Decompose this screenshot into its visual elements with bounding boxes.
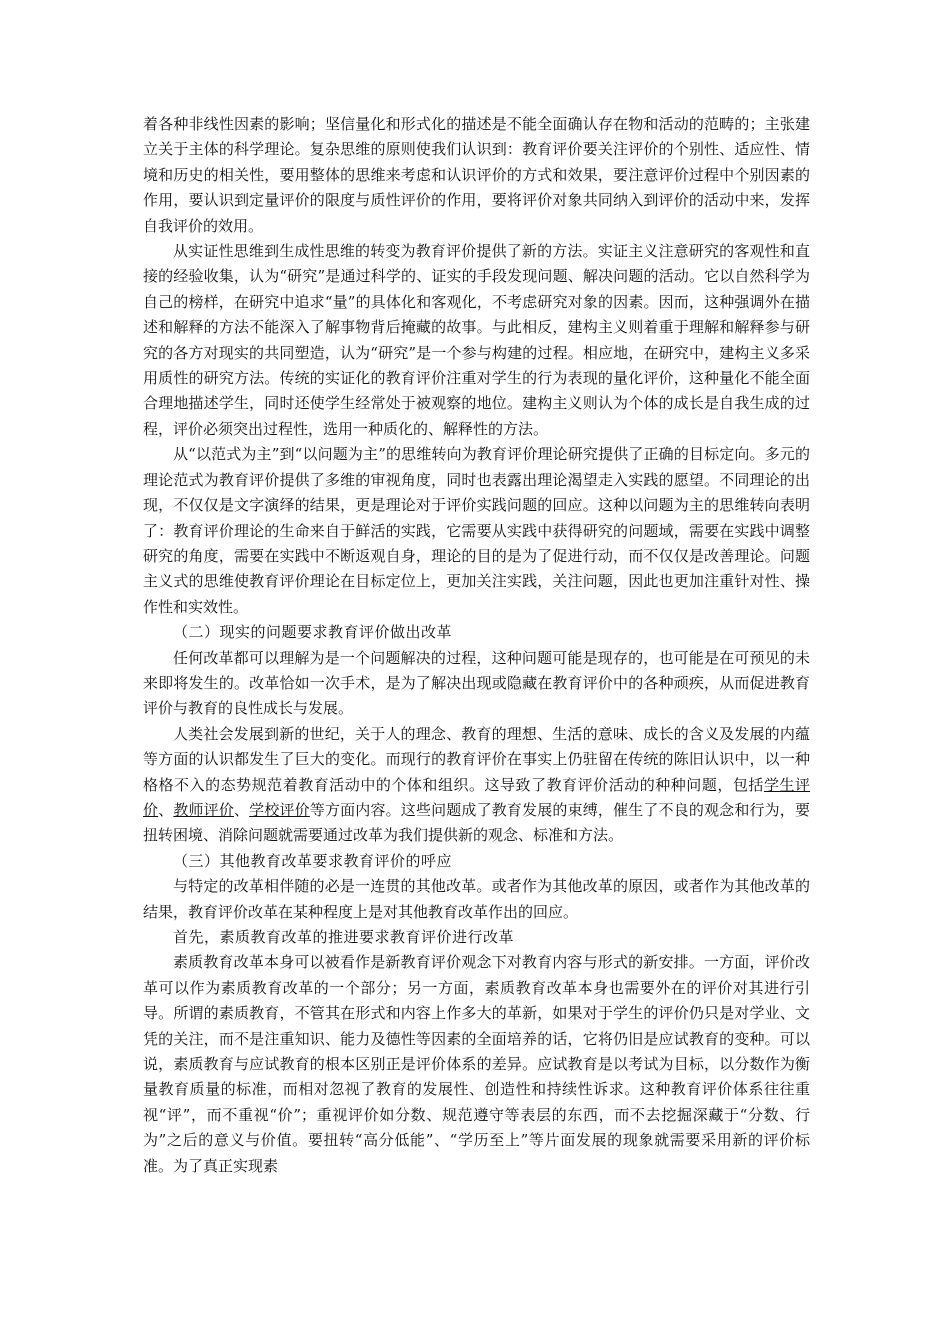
text-segment: 人类社会发展到新的世纪，关于人的理念、教育的理想、生活的意味、成长的含义及发展的内蕴等方面的认识都发生了巨大的变化。而现行的教育评价在事实上仍驻留在传统的陈旧认识中，以一种格格不入的态势规范着教育活动中的个体和组织。这导致了教育评价活动的种种问题，包括: [143, 724, 810, 794]
section-heading-3: （三）其他教育改革要求教育评价的呼应: [173, 851, 453, 870]
separator: 、: [234, 800, 250, 819]
document-page: [143, 112, 810, 1179]
text-segment: 等方面内容。这些问题成了教育发展的束缚，催生了不良的观念和行为，要扭转困境、消除问题就需要通过改革为我们提供新的观念、标准和方法。: [143, 800, 810, 845]
subheading-quality-education: 首先，素质教育改革的推进要求教育评价进行改革: [173, 928, 515, 946]
link-school-evaluation[interactable]: 学校评价: [249, 800, 310, 819]
paragraph-accompanying-reform: 与特定的改革相伴随的必是一连贯的其他改革。或者作为其他改革的原因，或者作为其他改革的结果，教育评价改革在某种程度上是对其他教育改革作出的回应。: [143, 877, 810, 921]
link-student-evaluation[interactable]: 学生评价: [143, 775, 810, 819]
paragraph-reform-problem: 任何改革都可以理解为是一个问题解决的过程，这种问题可能是现存的，也可能是在可预见的未来即将发生的。改革恰如一次手术，是为了解决出现或隐藏在教育评价中的各种顽疾，从而促进教育评价与教育的良性成长与发展。: [143, 648, 810, 718]
separator: 、: [158, 800, 174, 819]
paragraph-new-century: [143, 722, 810, 849]
paragraph-continuation: 着各种非线性因素的影响；坚信量化和形式化的描述是不能全面确认存在物和活动的范畴的；主张建立关于主体的科学理论。复杂思维的原则使我们认识到：教育评价要关注评价的个别性、适应性、情境和历史的相关性，要用整体的思维来考虑和认识评价的方式和效果，要注意评价过程中个别因素的作用，要认识到定量评价的限度与质性评价的作用，要将评价对象共同纳入到评价的活动中来，发挥自我评价的效用。: [143, 115, 810, 235]
section-heading-2: （二）现实的问题要求教育评价做出改革: [173, 623, 453, 642]
paragraph-generative-thinking: 从实证性思维到生成性思维的转变为教育评价提供了新的方法。实证主义注意研究的客观性和直接的经验收集，认为“研究”是通过科学的、证实的手段发现问题、解决问题的活动。它以自然科学为自己的榜样，在研究中追求“量”的具体化和客观化，不考虑研究对象的因素。因而，这种强调外在描述和解释的方法不能深入了解事物背后掩藏的故事。与此相反，建构主义则着重于理解和解释参与研究的各方对现实的共同塑造，认为“研究”是一个参与构建的过程。相应地，在研究中，建构主义多采用质性的研究方法。传统的实证化的教育评价注重对学生的行为表现的量化评价，这种量化不能全面合理地描述学生，同时还使学生经常处于被观察的地位。建构主义则认为个体的成长是自我生成的过程，评价必须突出过程性，选用一种质化的、解释性的方法。: [143, 242, 810, 438]
paragraph-quality-education: 素质教育改革本身可以被看作是新教育评价观念下对教育内容与形式的新安排。一方面，评价改革可以作为素质教育改革的一个部分；另一方面，素质教育改革本身也需要外在的评价对其进行引导。所谓的素质教育，不管其在形式和内容上作多大的革新，如果对于学生的评价仍只是对学业、文凭的关注，而不是注重知识、能力及德性等因素的全面培养的话，它将仍旧是应试教育的变种。可以说，素质教育与应试教育的根本区别正是评价体系的差异。应试教育是以考试为目标，以分数作为衡量教育质量的标准，而相对忽视了教育的发展性、创造性和持续性诉求。这种教育评价体系往往重视“评”，而不重视“价”；重视评价如分数、规范遵守等表层的东西，而不去挖掘深藏于“分数、行为”之后的意义与价值。要扭转“高分低能”、“学历至上”等片面发展的现象就需要采用新的评价标准。为了真正实现素: [143, 953, 810, 1175]
paragraph-problem-orientation: 从“以范式为主”到“以问题为主”的思维转向为教育评价理论研究提供了正确的目标定向。多元的理论范式为教育评价提供了多维的审视角度，同时也表露出理论渴望走入实践的愿望。不同理论的出现，不仅仅是文字演绎的结果，更是理论对于评价实践问题的回应。这种以问题为主的思维转向表明了：教育评价理论的生命来自于鲜活的实践，它需要从实践中获得研究的问题域，需要在实践中调整研究的角度，需要在实践中不断返观自身，理论的目的是为了促进行动，而不仅仅是改善理论。问题主义式的思维使教育评价理论在目标定位上，更加关注实践，关注问题，因此也更加注重针对性、操作性和实效性。: [143, 445, 810, 616]
link-teacher-evaluation[interactable]: 教师评价: [173, 800, 234, 819]
